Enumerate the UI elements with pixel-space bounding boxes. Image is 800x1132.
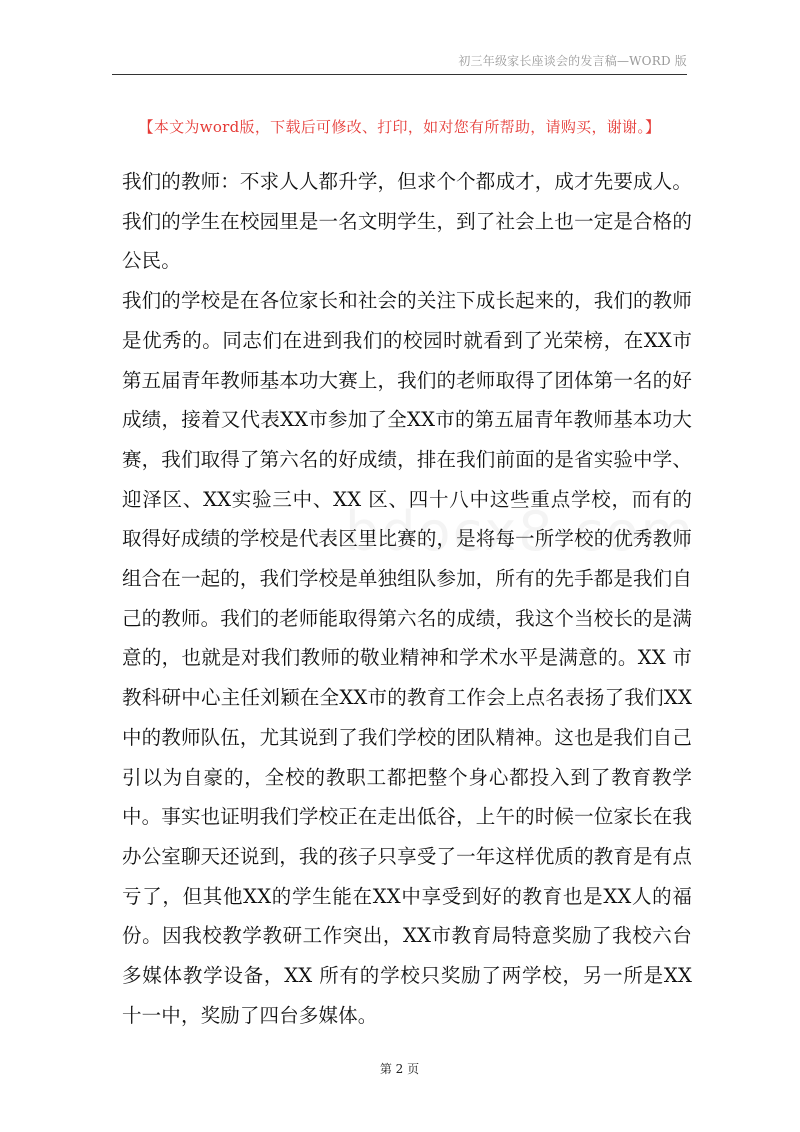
page-number: 第 2 页: [379, 1062, 420, 1076]
body-paragraph-1: 我们的教师：不求人人都升学，但求个个都成才，成才先要成人。我们的学生在校园里是一名文明学生，到了社会上也一定是合格的公民。: [122, 170, 692, 273]
download-notice: 【本文为word版，下载后可修改、打印，如对您有所帮助，请购买，谢谢。】: [138, 118, 661, 136]
running-header: 初三年级家长座谈会的发言稿—WORD 版: [458, 54, 687, 68]
document-body: [122, 162, 692, 1035]
header-divider: [112, 74, 687, 75]
body-paragraph-2: 我们的学校是在各位家长和社会的关注下成长起来的，我们的教师是优秀的。同志们在进到我们的校园时就看到了光荣榜，在XX市第五届青年教师基本功大赛上，我们的老师取得了团体第一名的好成绩，接着又代表XX市参加了全XX市的第五届青年教师基本功大赛，我们取得了第六名的好成绩，排在我们前面的是省实验中学、迎泽区、XX实验三中、XX 区、四十八中这些重点学校，而有的取得好成绩的学校是代表区里比赛的，是将每一所学校的优秀教师组合在一起的，我们学校是单独组队参加，所有的先手都是我们自己的教师。我们的老师能取得第六名的成绩，我这个当校长的是满意的，也就是对我们教师的敬业精神和学术水平是满意的。XX 市教科研中心主任刘颖在全XX市的教育工作会上点名表扬了我们XX中的教师队伍，尤其说到了我们学校的团队精神。这也是我们自己引以为自豪的，全校的教职工都把整个身心都投入到了教育教学中。事实也证明我们学校正在走出低谷，上午的时候一位家长在我办公室聊天还说到，我的孩子只享受了一年这样优质的教育是有点亏了，但其他XX的学生能在XX中享受到好的教育也是XX人的福份。因我校教学教研工作突出，XX市教育局特意奖励了我校六台多媒体教学设备，XX 所有的学校只奖励了两学校，另一所是XX十一中，奖励了四台多媒体。: [122, 289, 692, 1027]
